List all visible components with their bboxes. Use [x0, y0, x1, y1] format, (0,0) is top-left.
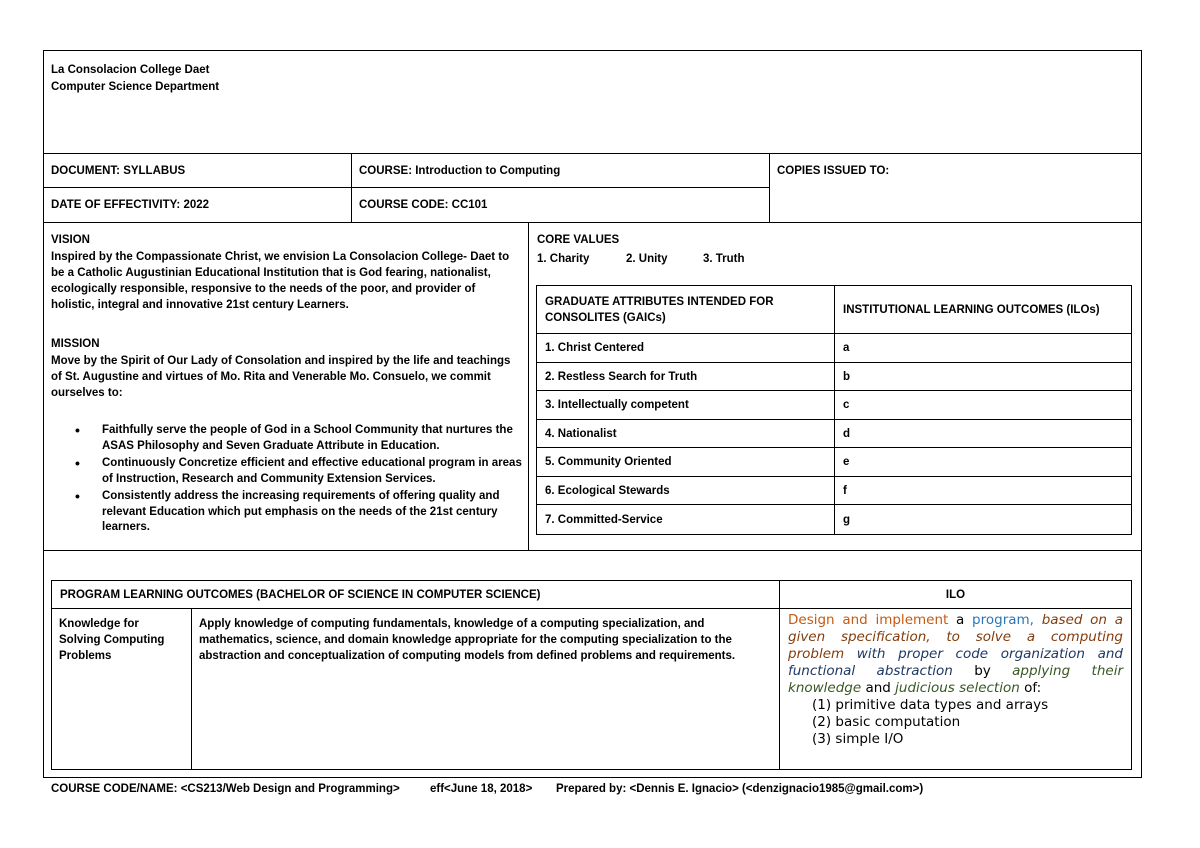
core-values-title: CORE VALUES [537, 234, 620, 246]
table-row: 6. Ecological Stewards [545, 484, 670, 497]
table-row: 3. Intellectually competent [545, 399, 689, 411]
ilo-segment: by [952, 663, 1013, 679]
ilo-item: (1) primitive data types and arrays [812, 697, 1049, 713]
table-row: 7. Committed-Service [545, 513, 663, 526]
table-row: b [843, 370, 851, 383]
footer-prepared-by: Prepared by: <Dennis E. Ignacio> (<denzignacio1985@gmail.com>) [556, 783, 924, 795]
core-value-charity: 1. Charity [537, 253, 590, 265]
plo-ilo-header: ILO [945, 589, 966, 601]
ilo-header: INSTITUTIONAL LEARNING OUTCOMES (ILOs) [843, 304, 1100, 316]
document-type: DOCUMENT: SYLLABUS [51, 164, 186, 177]
copies-issued: COPIES ISSUED TO: [777, 164, 890, 177]
ilo-segment: applying their knowledge [788, 663, 1123, 696]
college-name: La Consolacion College Daet [51, 64, 210, 76]
mission-list [51, 423, 523, 538]
footer-effectivity: eff<June 18, 2018> [430, 783, 533, 795]
ilo-segment: judicious selection [895, 680, 1020, 696]
table-row: 2. Restless Search for Truth [545, 370, 698, 383]
table-row: 5. Community Oriented [545, 456, 672, 468]
date-effectivity: DATE OF EFFECTIVITY: 2022 [51, 199, 210, 211]
ilo-item: (3) simple I/O [812, 731, 904, 747]
core-value-unity: 2. Unity [626, 253, 668, 265]
table-row: a [843, 342, 850, 354]
ilo-segment: with proper code organization and functional abstraction [788, 646, 1123, 679]
table-row: e [843, 456, 850, 468]
ilo-segment: a [948, 612, 973, 628]
table-row: 1. Christ Centered [545, 342, 645, 354]
table-row: f [843, 484, 847, 497]
ilo-segment: and [861, 680, 896, 696]
mission-title: MISSION [51, 338, 100, 350]
footer-course: COURSE CODE/NAME: <CS213/Web Design and Programming> [51, 783, 400, 795]
plo-header: PROGRAM LEARNING OUTCOMES (BACHELOR OF SCIENCE IN COMPUTER SCIENCE) [60, 589, 541, 601]
list-item: • Faithfully serve the people of God in a School Community that nurtures the ASAS Philosophy and Seven Graduate Attribute in Education. [102, 423, 523, 454]
table-row: g [843, 513, 851, 526]
list-item: • Continuously Concretize efficient and effective educational program in areas of Instruction, Research and Community Extension Services. [102, 456, 523, 487]
list-item: • Consistently address the increasing requirements of offering quality and relevant Education which put emphasis on the needs of the 21st century learners. [102, 489, 523, 536]
mission-text: Move by the Spirit of Our Lady of Consolation and inspired by the life and teachings of St. Augustine and virtues of Mo. Rita and Venerable Mo. Consuelo, we commit ourselves to: [51, 355, 511, 399]
course-title: COURSE: Introduction to Computing [359, 164, 561, 177]
table-row: 4. Nationalist [545, 427, 617, 440]
core-value-truth: 3. Truth [703, 253, 745, 265]
ilo-item: (2) basic computation [812, 714, 961, 730]
gaic-header: GRADUATE ATTRIBUTES INTENDED FOR CONSOLITES (GAICs) [545, 296, 774, 324]
vision-title: VISION [51, 234, 90, 246]
table-row: d [843, 427, 851, 440]
ilo-segment: of: [1019, 680, 1042, 696]
course-code: COURSE CODE: CC101 [359, 199, 488, 211]
vision-text: Inspired by the Compassionate Christ, we envision La Consolacion College- Daet to be a Catholic Augustinian Educational Institution that is God fearing, nationalist, ecologically responsible, responsive to the needs of the poor, and provider of holistic, integral and innovative 21st century Learners. [51, 251, 510, 311]
plo-description: Apply knowledge of computing fundamentals, knowledge of a computing specialization, and mathematics, science, and domain knowledge appropriate for the computing specialization to the abstraction and conceptualization of computing models from defined problems and requirements. [199, 618, 736, 662]
ilo-segment: program, [972, 612, 1034, 628]
ilo-segment: based on a given specification, to solve a computing problem [788, 612, 1123, 662]
plo-ilo-statement [788, 612, 1123, 748]
department-name: Computer Science Department [51, 81, 220, 93]
ilo-segment: Design and implement [788, 612, 949, 628]
table-row: c [843, 399, 850, 411]
plo-label: Knowledge for Solving Computing Problems [59, 618, 165, 662]
